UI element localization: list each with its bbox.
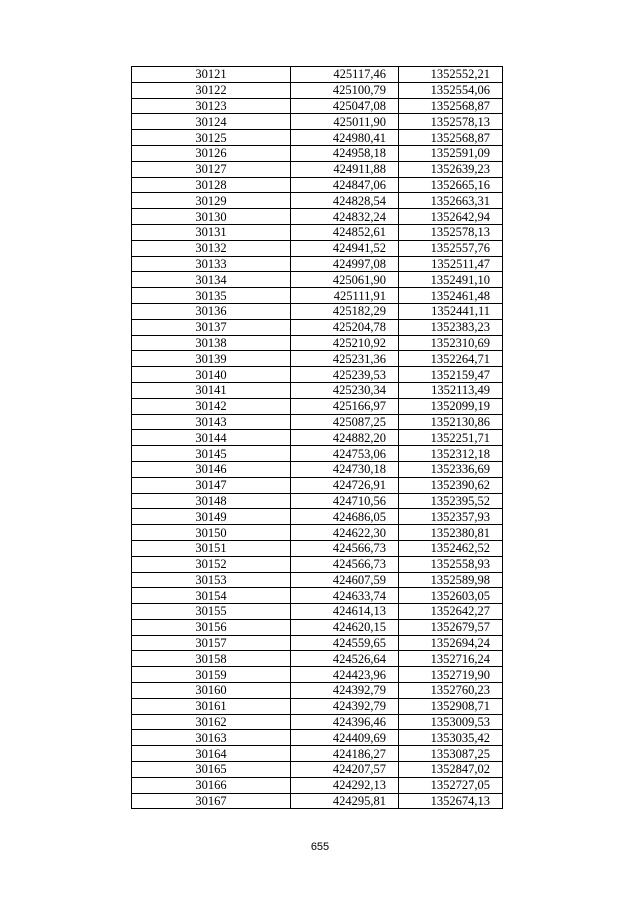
y-coordinate-cell: 1352719,90 (399, 667, 503, 683)
x-coordinate-cell: 424828,54 (291, 193, 399, 209)
y-coordinate-cell: 1352568,87 (399, 98, 503, 114)
x-coordinate-cell: 425210,92 (291, 335, 399, 351)
y-coordinate-cell: 1352312,18 (399, 446, 503, 462)
y-coordinate-cell: 1352760,23 (399, 683, 503, 699)
point-id-cell: 30131 (132, 224, 291, 240)
point-id-cell: 30126 (132, 145, 291, 161)
table-row (132, 572, 503, 588)
y-coordinate-cell: 1352642,27 (399, 604, 503, 620)
x-coordinate-cell: 424686,05 (291, 509, 399, 525)
x-coordinate-cell: 424882,20 (291, 430, 399, 446)
x-coordinate-cell: 424566,73 (291, 540, 399, 556)
table-row (132, 67, 503, 83)
x-coordinate-cell: 424186,27 (291, 746, 399, 762)
point-id-cell: 30142 (132, 398, 291, 414)
table-row (132, 683, 503, 699)
point-id-cell: 30133 (132, 256, 291, 272)
x-coordinate-cell: 424423,96 (291, 667, 399, 683)
x-coordinate-cell: 425011,90 (291, 114, 399, 130)
y-coordinate-cell: 1352357,93 (399, 509, 503, 525)
y-coordinate-cell: 1352099,19 (399, 398, 503, 414)
table-row (132, 461, 503, 477)
table-row (132, 509, 503, 525)
table-row (132, 382, 503, 398)
table-row (132, 414, 503, 430)
x-coordinate-cell: 424292,13 (291, 777, 399, 793)
point-id-cell: 30165 (132, 762, 291, 778)
x-coordinate-cell: 424980,41 (291, 130, 399, 146)
table-row (132, 730, 503, 746)
point-id-cell: 30146 (132, 461, 291, 477)
point-id-cell: 30151 (132, 540, 291, 556)
y-coordinate-cell: 1352558,93 (399, 556, 503, 572)
point-id-cell: 30122 (132, 82, 291, 98)
table-row (132, 793, 503, 809)
x-coordinate-cell: 424847,06 (291, 177, 399, 193)
point-id-cell: 30161 (132, 698, 291, 714)
point-id-cell: 30128 (132, 177, 291, 193)
table-row (132, 698, 503, 714)
x-coordinate-cell: 425182,29 (291, 303, 399, 319)
x-coordinate-cell: 424295,81 (291, 793, 399, 809)
y-coordinate-cell: 1352462,52 (399, 540, 503, 556)
x-coordinate-cell: 424207,57 (291, 762, 399, 778)
x-coordinate-cell: 424566,73 (291, 556, 399, 572)
point-id-cell: 30123 (132, 98, 291, 114)
table-row (132, 446, 503, 462)
point-id-cell: 30149 (132, 509, 291, 525)
y-coordinate-cell: 1352578,13 (399, 224, 503, 240)
x-coordinate-cell: 424997,08 (291, 256, 399, 272)
y-coordinate-cell: 1352491,10 (399, 272, 503, 288)
table-row (132, 98, 503, 114)
table-row (132, 777, 503, 793)
x-coordinate-cell: 425204,78 (291, 319, 399, 335)
table-row (132, 398, 503, 414)
point-id-cell: 30135 (132, 288, 291, 304)
x-coordinate-cell: 424614,13 (291, 604, 399, 620)
y-coordinate-cell: 1353009,53 (399, 714, 503, 730)
table-row (132, 161, 503, 177)
point-id-cell: 30166 (132, 777, 291, 793)
x-coordinate-cell: 424832,24 (291, 209, 399, 225)
table-row (132, 82, 503, 98)
x-coordinate-cell: 424526,64 (291, 651, 399, 667)
y-coordinate-cell: 1352568,87 (399, 130, 503, 146)
table-row (132, 556, 503, 572)
table-row (132, 714, 503, 730)
x-coordinate-cell: 424911,88 (291, 161, 399, 177)
x-coordinate-cell: 424852,61 (291, 224, 399, 240)
x-coordinate-cell: 424396,46 (291, 714, 399, 730)
x-coordinate-cell: 424559,65 (291, 635, 399, 651)
x-coordinate-cell: 425117,46 (291, 67, 399, 83)
table-row (132, 130, 503, 146)
table-row (132, 493, 503, 509)
table-row (132, 209, 503, 225)
point-id-cell: 30153 (132, 572, 291, 588)
y-coordinate-cell: 1352264,71 (399, 351, 503, 367)
y-coordinate-cell: 1352679,57 (399, 619, 503, 635)
table-row (132, 351, 503, 367)
point-id-cell: 30143 (132, 414, 291, 430)
page-number: 655 (310, 841, 330, 853)
x-coordinate-cell: 424607,59 (291, 572, 399, 588)
x-coordinate-cell: 425231,36 (291, 351, 399, 367)
point-id-cell: 30134 (132, 272, 291, 288)
point-id-cell: 30139 (132, 351, 291, 367)
table-row (132, 114, 503, 130)
point-id-cell: 30164 (132, 746, 291, 762)
y-coordinate-cell: 1352441,11 (399, 303, 503, 319)
point-id-cell: 30137 (132, 319, 291, 335)
y-coordinate-cell: 1353035,42 (399, 730, 503, 746)
point-id-cell: 30156 (132, 619, 291, 635)
table-row (132, 177, 503, 193)
point-id-cell: 30159 (132, 667, 291, 683)
table-row (132, 525, 503, 541)
coordinates-table-body (132, 67, 503, 809)
point-id-cell: 30125 (132, 130, 291, 146)
point-id-cell: 30132 (132, 240, 291, 256)
y-coordinate-cell: 1352578,13 (399, 114, 503, 130)
table-row (132, 746, 503, 762)
point-id-cell: 30157 (132, 635, 291, 651)
y-coordinate-cell: 1352461,48 (399, 288, 503, 304)
y-coordinate-cell: 1352589,98 (399, 572, 503, 588)
point-id-cell: 30162 (132, 714, 291, 730)
y-coordinate-cell: 1352847,02 (399, 762, 503, 778)
point-id-cell: 30145 (132, 446, 291, 462)
x-coordinate-cell: 425230,34 (291, 382, 399, 398)
y-coordinate-cell: 1352390,62 (399, 477, 503, 493)
point-id-cell: 30144 (132, 430, 291, 446)
x-coordinate-cell: 424392,79 (291, 683, 399, 699)
table-row (132, 619, 503, 635)
y-coordinate-cell: 1352113,49 (399, 382, 503, 398)
y-coordinate-cell: 1352511,47 (399, 256, 503, 272)
y-coordinate-cell: 1352380,81 (399, 525, 503, 541)
x-coordinate-cell: 425111,91 (291, 288, 399, 304)
point-id-cell: 30154 (132, 588, 291, 604)
point-id-cell: 30136 (132, 303, 291, 319)
point-id-cell: 30163 (132, 730, 291, 746)
coordinates-table (131, 66, 503, 809)
table-row (132, 240, 503, 256)
table-row (132, 667, 503, 683)
y-coordinate-cell: 1352642,94 (399, 209, 503, 225)
point-id-cell: 30160 (132, 683, 291, 699)
point-id-cell: 30147 (132, 477, 291, 493)
y-coordinate-cell: 1352557,76 (399, 240, 503, 256)
x-coordinate-cell: 424941,52 (291, 240, 399, 256)
y-coordinate-cell: 1352159,47 (399, 367, 503, 383)
y-coordinate-cell: 1352727,05 (399, 777, 503, 793)
point-id-cell: 30121 (132, 67, 291, 83)
point-id-cell: 30138 (132, 335, 291, 351)
y-coordinate-cell: 1352639,23 (399, 161, 503, 177)
table-row (132, 367, 503, 383)
y-coordinate-cell: 1352674,13 (399, 793, 503, 809)
y-coordinate-cell: 1352310,69 (399, 335, 503, 351)
y-coordinate-cell: 1352603,05 (399, 588, 503, 604)
x-coordinate-cell: 425100,79 (291, 82, 399, 98)
table-row (132, 430, 503, 446)
y-coordinate-cell: 1352716,24 (399, 651, 503, 667)
x-coordinate-cell: 425047,08 (291, 98, 399, 114)
point-id-cell: 30158 (132, 651, 291, 667)
x-coordinate-cell: 424633,74 (291, 588, 399, 604)
y-coordinate-cell: 1352665,16 (399, 177, 503, 193)
y-coordinate-cell: 1352663,31 (399, 193, 503, 209)
table-row (132, 651, 503, 667)
point-id-cell: 30124 (132, 114, 291, 130)
point-id-cell: 30152 (132, 556, 291, 572)
table-row (132, 303, 503, 319)
x-coordinate-cell: 424958,18 (291, 145, 399, 161)
x-coordinate-cell: 425061,90 (291, 272, 399, 288)
x-coordinate-cell: 424730,18 (291, 461, 399, 477)
point-id-cell: 30140 (132, 367, 291, 383)
table-row (132, 272, 503, 288)
point-id-cell: 30130 (132, 209, 291, 225)
y-coordinate-cell: 1352554,06 (399, 82, 503, 98)
table-row (132, 319, 503, 335)
x-coordinate-cell: 425166,97 (291, 398, 399, 414)
point-id-cell: 30148 (132, 493, 291, 509)
table-row (132, 477, 503, 493)
x-coordinate-cell: 424710,56 (291, 493, 399, 509)
table-row (132, 635, 503, 651)
y-coordinate-cell: 1352130,86 (399, 414, 503, 430)
y-coordinate-cell: 1353087,25 (399, 746, 503, 762)
table-row (132, 335, 503, 351)
y-coordinate-cell: 1352395,52 (399, 493, 503, 509)
table-row (132, 540, 503, 556)
point-id-cell: 30155 (132, 604, 291, 620)
y-coordinate-cell: 1352336,69 (399, 461, 503, 477)
y-coordinate-cell: 1352694,24 (399, 635, 503, 651)
x-coordinate-cell: 424622,30 (291, 525, 399, 541)
point-id-cell: 30127 (132, 161, 291, 177)
x-coordinate-cell: 424620,15 (291, 619, 399, 635)
point-id-cell: 30167 (132, 793, 291, 809)
y-coordinate-cell: 1352552,21 (399, 67, 503, 83)
table-row (132, 145, 503, 161)
x-coordinate-cell: 424392,79 (291, 698, 399, 714)
table-row (132, 288, 503, 304)
table-row (132, 588, 503, 604)
table-row (132, 604, 503, 620)
table-row (132, 762, 503, 778)
x-coordinate-cell: 424726,91 (291, 477, 399, 493)
table-row (132, 193, 503, 209)
y-coordinate-cell: 1352908,71 (399, 698, 503, 714)
point-id-cell: 30141 (132, 382, 291, 398)
x-coordinate-cell: 424409,69 (291, 730, 399, 746)
table-row (132, 224, 503, 240)
table-row (132, 256, 503, 272)
x-coordinate-cell: 425087,25 (291, 414, 399, 430)
y-coordinate-cell: 1352383,23 (399, 319, 503, 335)
x-coordinate-cell: 424753,06 (291, 446, 399, 462)
y-coordinate-cell: 1352251,71 (399, 430, 503, 446)
point-id-cell: 30129 (132, 193, 291, 209)
x-coordinate-cell: 425239,53 (291, 367, 399, 383)
y-coordinate-cell: 1352591,09 (399, 145, 503, 161)
point-id-cell: 30150 (132, 525, 291, 541)
